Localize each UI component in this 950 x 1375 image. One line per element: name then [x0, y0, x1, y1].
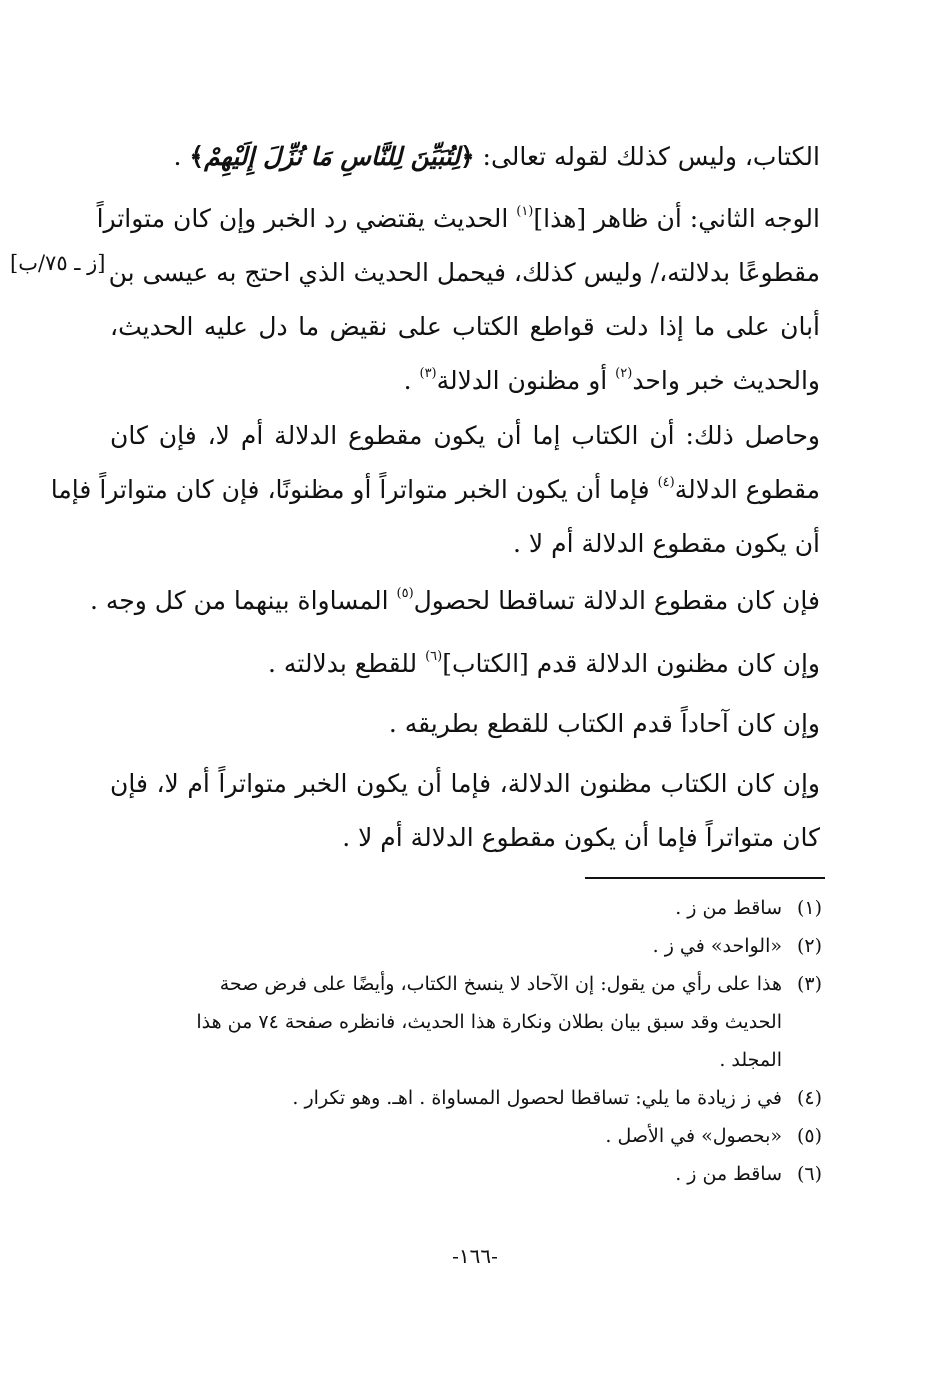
paragraph-line: أن يكون مقطوع الدلالة أم لا . — [513, 529, 820, 558]
paragraph-line — [110, 354, 820, 408]
paragraph-text: مقطوع الدلالة — [674, 475, 820, 504]
footnote-number: (٦) — [796, 1163, 822, 1185]
paragraph-line: أبان على ما إذا دلت قواطع الكتاب على نقيض ما دل عليه الحديث، — [110, 312, 820, 341]
paragraph-line: وحاصل ذلك: أن الكتاب إما أن يكون مقطوع الدلالة أم لا، فإن كان — [110, 421, 820, 450]
paragraph-text: أو مظنون الدلالة — [436, 366, 616, 395]
footnote-text: ساقط من ز . — [675, 1163, 782, 1185]
paragraph-text: . — [173, 142, 190, 171]
footnote-text: «الواحد» في ز . — [652, 935, 782, 957]
quran-brace-close: ﴾ — [189, 142, 205, 171]
footnote-number: (٢) — [796, 935, 822, 957]
paragraph-line: وإن كان آحاداً قدم الكتاب للقطع بطريقه . — [388, 709, 820, 738]
footnote-separator — [585, 877, 825, 879]
paragraph-text: فإما أن يكون الخبر متواتراً أو مظنونًا، فإن كان متواتراً فإما — [50, 475, 658, 504]
footnote-ref: (١) — [516, 203, 534, 219]
paragraph-text: الوجه الثاني: أن ظاهر [هذا] — [533, 204, 820, 233]
footnote — [112, 927, 822, 965]
paragraph-text: الحديث يقتضي رد الخبر وإن كان متواتراً — [96, 204, 517, 233]
footnote-number: (٣) — [796, 973, 822, 995]
page-number: -١٦٦- — [452, 1244, 498, 1268]
footnote-ref: (٥) — [396, 585, 414, 601]
footnote — [112, 1117, 822, 1155]
paragraph-text: فإن كان مقطوع الدلالة تساقطا لحصول — [413, 586, 820, 615]
footnote-number: (٤) — [796, 1087, 822, 1109]
paragraph-3 — [50, 409, 820, 571]
paragraph-1 — [110, 130, 820, 184]
footnote-ref: (٢) — [615, 365, 633, 381]
footnote-number: (٥) — [796, 1125, 822, 1147]
paragraph-text: المساواة بينهما من كل وجه . — [89, 586, 397, 615]
footnote-text: هذا على رأي من يقول: إن الآحاد لا ينسخ الكتاب، وأيضًا على فرض صحة — [219, 973, 782, 995]
footnote — [112, 1079, 822, 1117]
manuscript-folio-reference: [ز ـ ٧٥/ب] — [10, 251, 106, 275]
paragraph-text: والحديث خبر واحد — [632, 366, 820, 395]
footnote — [112, 889, 822, 927]
paragraph-text: . — [403, 366, 420, 395]
paragraph-text: الكتاب، وليس كذلك لقوله تعالى: — [474, 142, 820, 171]
quran-brace-open: ﴿ — [459, 142, 475, 171]
paragraph-5 — [110, 637, 820, 691]
footnote-ref: (٤) — [657, 474, 675, 490]
quran-verse: لِتُبَيِّنَ لِلنَّاسِ مَا نُزِّلَ إِلَيْهِمْ — [204, 142, 460, 171]
footnote — [112, 1155, 822, 1193]
paragraph-line — [96, 192, 820, 246]
footnote-number: (١) — [796, 897, 822, 919]
paragraph-2 — [96, 192, 820, 408]
paragraph-line: وإن كان الكتاب مظنون الدلالة، فإما أن يكون الخبر متواتراً أم لا، فإن — [110, 769, 820, 798]
paragraph-4 — [89, 574, 820, 628]
paragraph-line — [89, 574, 820, 628]
footnote-continuation: المجلد . — [719, 1049, 782, 1071]
footnote-text: في ز زيادة ما يلي: تساقطا لحصول المساواة . اهـ. وهو تكرار . — [292, 1087, 782, 1109]
paragraph-text: للقطع بدلالته . — [268, 649, 426, 678]
footnote-text: «بحصول» في الأصل . — [605, 1125, 782, 1147]
footnotes — [112, 889, 822, 1193]
footnote-text: ساقط من ز . — [675, 897, 782, 919]
paragraph-6 — [110, 697, 820, 751]
paragraph-line — [50, 463, 820, 517]
footnote-continuation: الحديث وقد سبق بيان بطلان ونكارة هذا الحديث، فانظره صفحة ٧٤ من هذا — [196, 1011, 782, 1033]
paragraph-line: كان متواتراً فإما أن يكون مقطوع الدلالة أم لا . — [342, 823, 820, 852]
footnote — [112, 965, 822, 1003]
paragraph-line — [110, 637, 820, 691]
paragraph-7 — [110, 757, 820, 865]
footnote-ref: (٣) — [419, 365, 437, 381]
paragraph-text: وإن كان مظنون الدلالة قدم [الكتاب] — [442, 649, 820, 678]
footnote-ref: (٦) — [425, 648, 443, 664]
paragraph-line — [110, 130, 820, 184]
paragraph-line: مقطوعًا بدلالته،/ وليس كذلك، فيحمل الحديث الذي احتج به عيسى بن — [108, 258, 820, 287]
